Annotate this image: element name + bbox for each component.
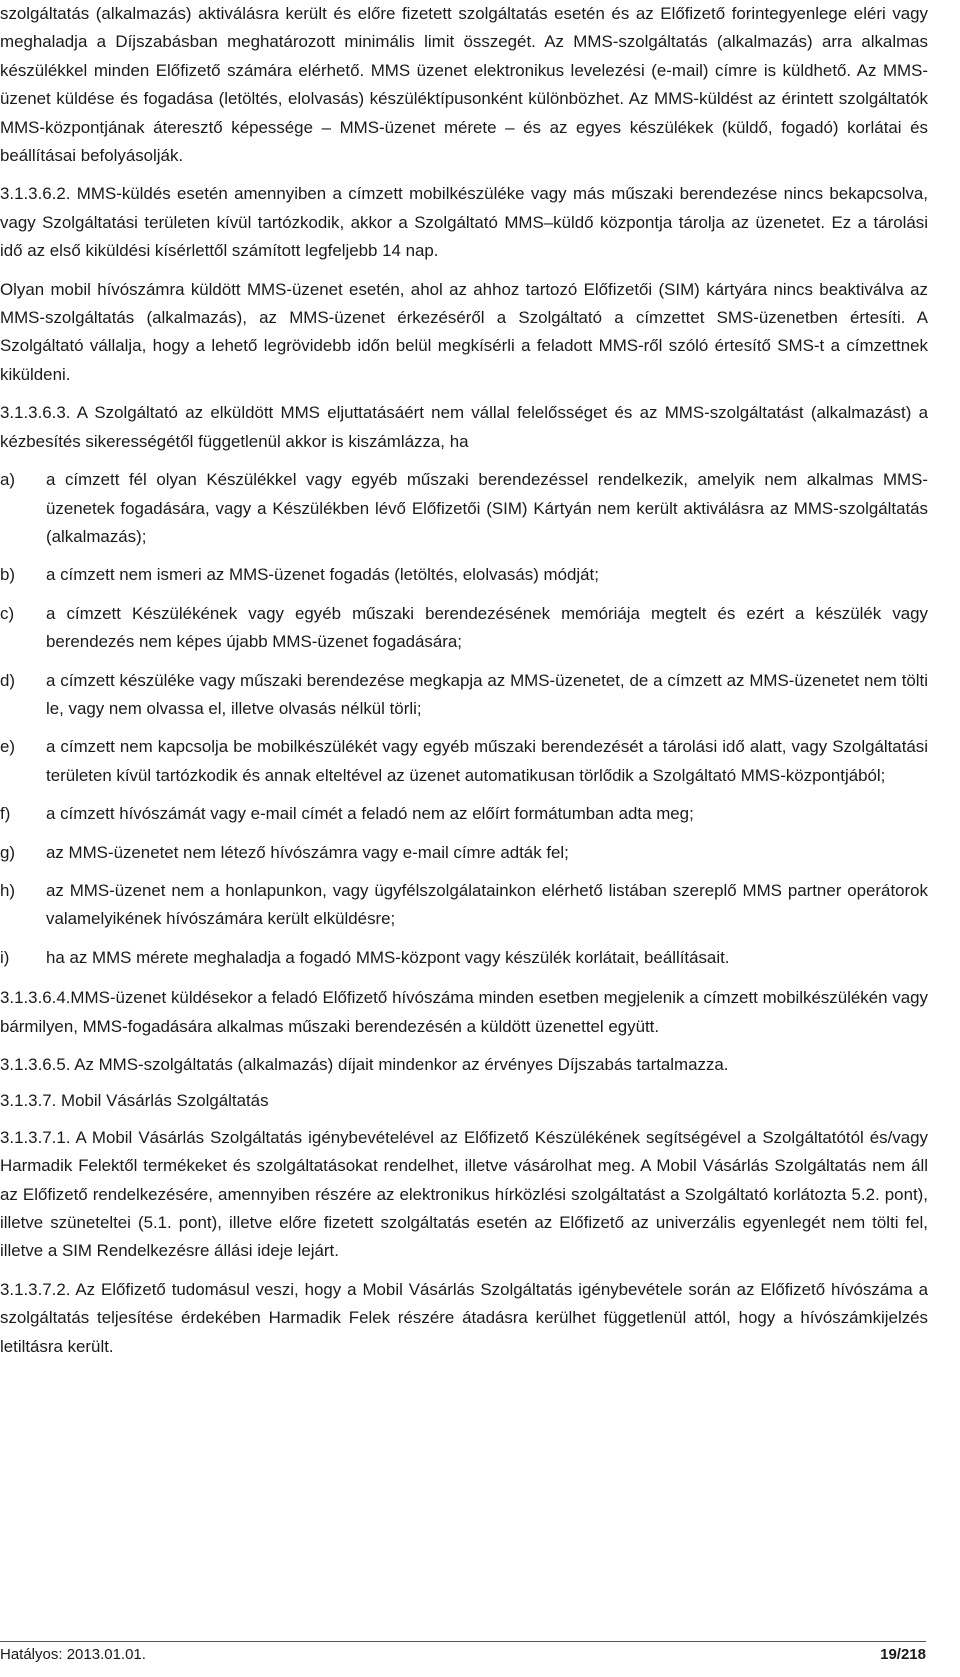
- list-item-letter: b): [0, 565, 16, 585]
- page-footer: [0, 1641, 926, 1663]
- section-heading-3-1-3-7: 3.1.3.7. Mobil Vásárlás Szolgáltatás: [0, 1091, 269, 1111]
- list-item: [0, 600, 928, 657]
- list-item-letter: d): [0, 670, 16, 690]
- list-item: [0, 667, 928, 724]
- paragraph-sim-not-activated: Olyan mobil hívószámra küldött MMS-üzenet esetén, ahol az ahhoz tartozó Előfizetői (SIM) kártyára nincs beaktiválva az MMS-szolgáltatás (alkalmazás), az MMS-üzenet érkezéséről a Szolgáltató a címzettet SMS-üzenetben értesíti. A Szolgáltató vállalja, hogy a lehető legrövidebb időn belül megkísérli a feladott MMS-ről szóló értesítő SMS-t a címzettnek kiküldeni.: [0, 279, 928, 384]
- list-item-text: az MMS-üzenet nem a honlapunkon, vagy ügyfélszolgálatainkon elérhető listában szereplő MMS partner operátorok valamelyikének hívószámára került elküldésre;: [46, 880, 928, 929]
- list-item-text: a címzett Készülékének vagy egyéb műszaki berendezésének memóriája megtelt és ezért a készülék vagy berendezés nem képes újabb MMS-üzenet fogadására;: [46, 603, 928, 652]
- paragraph-3-1-3-7-2: 3.1.3.7.2. Az Előfizető tudomásul veszi, hogy a Mobil Vásárlás Szolgáltatás igénybevétele során az Előfizető hívószáma a szolgáltatás teljesítése érdekében Harmadik Felek részére átadásra kerülhet függetlenül attól, hogy a hívószámkijelzés letiltásra került.: [0, 1279, 928, 1356]
- list-item-text: az MMS-üzenetet nem létező hívószámra vagy e-mail címre adták fel;: [46, 842, 569, 862]
- list-item-letter: a): [0, 470, 16, 490]
- list-item-text: a címzett készüléke vagy műszaki berendezése megkapja az MMS-üzenetet, de a címzett az MMS-üzenetet nem tölti le, vagy nem olvassa el, illetve olvasás nélkül törli;: [46, 670, 928, 718]
- paragraph-3-1-3-6-4: 3.1.3.6.4.MMS-üzenet küldésekor a feladó Előfizető hívószáma minden esetben megjelenik a címzett mobilkészülékén vagy bármilyen, MMS-fogadására alkalmas műszaki berendezésén a küldött üzenettel együtt.: [0, 988, 928, 1036]
- paragraph-3-1-3-6-5: 3.1.3.6.5. Az MMS-szolgáltatás (alkalmazás) díjait mindenkor az érvényes Díjszabás tartalmazza.: [0, 1055, 729, 1074]
- list-item-text: a címzett nem ismeri az MMS-üzenet fogadás (letöltés, elolvasás) módját;: [46, 565, 599, 585]
- list-item: [0, 877, 928, 934]
- list-item: [0, 800, 928, 828]
- list-item: [0, 839, 928, 867]
- list-item: [0, 944, 928, 972]
- list-item-letter: e): [0, 737, 16, 757]
- effective-date: Hatályos: 2013.01.01.: [0, 1646, 146, 1663]
- list-item-text: a címzett nem kapcsolja be mobilkészülékét vagy egyéb műszaki berendezését a tárolási idő alatt, vagy Szolgáltatási területen kívül tartózkodik és annak elteltével az üzenet automatikusan törlődik a Szolgáltató MMS-központjából;: [46, 737, 928, 785]
- paragraph-3-1-3-6-2: 3.1.3.6.2. MMS-küldés esetén amennyiben a címzett mobilkészüléke vagy más műszaki berendezése nincs bekapcsolva, vagy Szolgáltatási területen kívül tartózkodik, akkor a Szolgáltató MMS–küldő központja tárolja az üzenetet. Ez a tárolási idő az első kiküldési kísérlettől számított legfeljebb 14 nap.: [0, 184, 928, 261]
- billing-conditions-list: [0, 466, 928, 972]
- list-item: [0, 561, 928, 589]
- list-item-text: a címzett hívószámát vagy e-mail címét a feladó nem az előírt formátumban adta meg;: [46, 804, 694, 824]
- list-item-text: a címzett fél olyan Készülékkel vagy egyéb műszaki berendezéssel rendelkezik, amelyik nem alkalmas MMS-üzenetek fogadására, vagy a Készülékben lévő Előfizetői (SIM) Kártyán nem került aktiválásra az MMS-szolgáltatás (alkalmazás);: [46, 470, 928, 546]
- page-number: 19/218: [880, 1646, 926, 1663]
- paragraph-3-1-3-6-3: 3.1.3.6.3. A Szolgáltató az elküldött MMS eljuttatásáért nem vállal felelősséget és az MMS-szolgáltatást (alkalmazást) a kézbesítés sikerességétől függetlenül akkor is kiszámlázza, ha: [0, 403, 928, 451]
- list-item-letter: i): [0, 947, 10, 967]
- paragraph-mms-availability: szolgáltatás (alkalmazás) aktiválásra került és előre fizetett szolgáltatás esetén és az Előfizető forintegyenlege eléri vagy meghaladja a Díjszabásban meghatározott minimális limit összegét. Az MMS-szolgáltatás (alkalmazás) arra alkalmas készülékkel minden Előfizető számára elérhető. MMS üzenet elektronikus levelezési (e-mail) címre is küldhető. Az MMS-üzenet küldése és fogadása (letöltés, elolvasás) készüléktípusonként különbözhet. Az MMS-küldést az érintett szolgáltatók MMS-központjának áteresztő képessége – MMS-üzenet mérete – és az egyes készülékek (küldő, fogadó) korlátai és beállításai befolyásolják.: [0, 4, 928, 166]
- list-item: [0, 466, 928, 551]
- paragraph-3-1-3-7-1: 3.1.3.7.1. A Mobil Vásárlás Szolgáltatás igénybevételével az Előfizető Készülékének segítségével a Szolgáltatótól és/vagy Harmadik Felektől termékeket és szolgáltatásokat rendelhet, illetve vásárolhat meg. A Mobil Vásárlás Szolgáltatás nem áll az Előfizető rendelkezésére, amennyiben részére az elektronikus hírközlési szolgáltatást a Szolgáltató korlátozta 5.2. pont), illetve szüneteltei (5.1. pont), illetve előre fizetett szolgáltatás esetén az Előfizető az univerzális egyenlegét nem tölti fel, illetve a SIM Rendelkezésre állási ideje lejárt.: [0, 1127, 928, 1261]
- list-item-letter: h): [0, 880, 16, 900]
- list-item-letter: f): [0, 804, 11, 824]
- list-item-text: ha az MMS mérete meghaladja a fogadó MMS-központ vagy készülék korlátait, beállításait.: [46, 947, 730, 967]
- list-item-letter: c): [0, 603, 15, 623]
- list-item: [0, 733, 928, 790]
- list-item-letter: g): [0, 842, 16, 862]
